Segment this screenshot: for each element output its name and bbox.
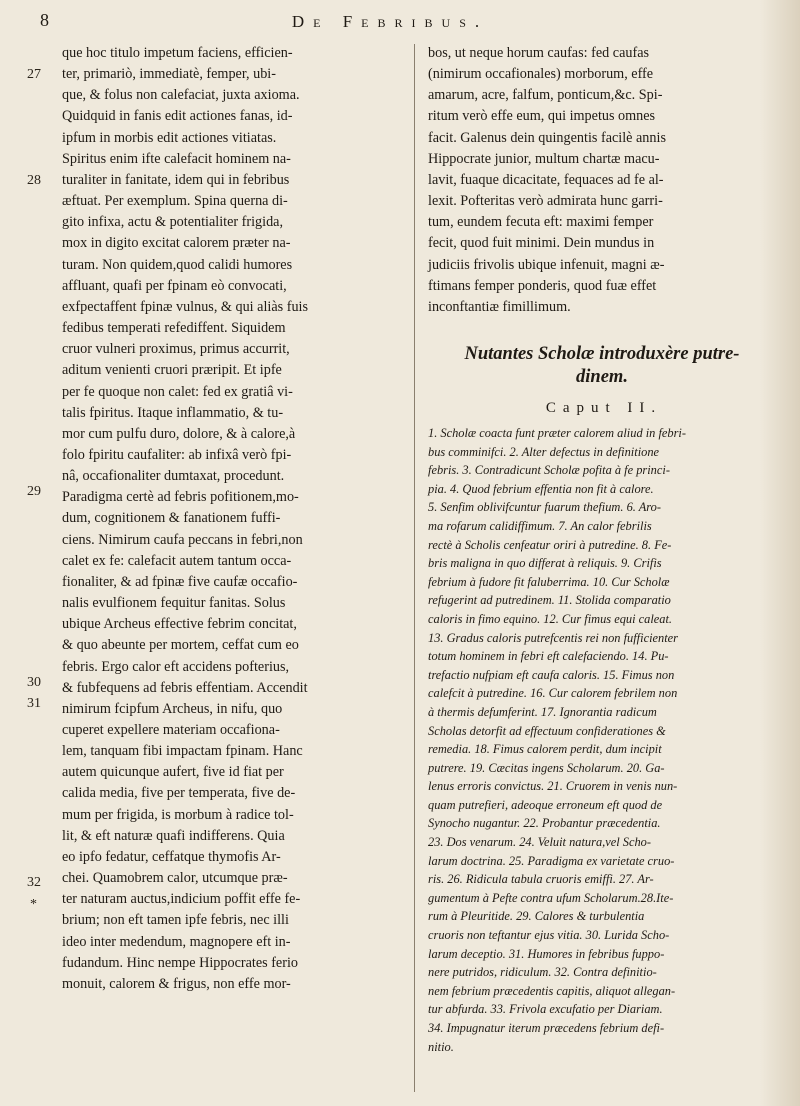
text-line: autem quicunque aufert, five id fiat per bbox=[62, 764, 284, 781]
column-rule bbox=[414, 44, 415, 1092]
chapter-heading-line: dinem. bbox=[576, 367, 628, 387]
text-line: affluant, quafi per fpinam eò convocati, bbox=[62, 277, 287, 294]
text-line: fecit, quod fuit minimi. Dein mundus in bbox=[428, 235, 655, 252]
text-line: dum, cognitionem & fanationem fuffi- bbox=[62, 510, 281, 527]
summary-line: à thermis defumferint. 17. Ignorantia radicum bbox=[428, 704, 657, 719]
running-title: De Febribus. bbox=[291, 12, 489, 31]
text-line: fudandum. Hinc nempe Hippocrates ferio bbox=[62, 954, 298, 971]
page-edge-shading bbox=[760, 0, 800, 1106]
text-line: Spiritus enim ifte calefacit hominem na- bbox=[62, 150, 291, 167]
right-text-column bbox=[428, 43, 780, 318]
text-line: lavit, fuaque dicacitate, fequaces ad fe al- bbox=[428, 171, 664, 188]
text-line: que hoc titulo impetum faciens, efficien- bbox=[62, 45, 293, 61]
summary-line: totum hominem in febri eft calefaciendo. 14. Pu- bbox=[428, 649, 669, 664]
text-line: cuperet expellere materiam occafiona- bbox=[62, 722, 280, 738]
chapter-heading bbox=[422, 343, 782, 389]
text-line: talis fpiritus. Itaque inflammatio, & tu- bbox=[62, 404, 284, 421]
text-line: amarum, acre, falfum, ponticum,&c. Spi- bbox=[428, 87, 663, 104]
text-line: facit. Galenus dein quingentis facilè annis bbox=[428, 129, 666, 146]
text-line: exfpectaffent fpinæ vulnus, & qui aliàs fuis bbox=[62, 298, 308, 315]
summary-line: ma rofarum calidiffimum. 7. An calor febrilis bbox=[428, 518, 652, 533]
summary-line: calefcit à putredine. 16. Cur calorem febrilem non bbox=[428, 686, 678, 701]
summary-line: febrium à fudore fit faluberrima. 10. Cur Scholæ bbox=[428, 574, 670, 589]
text-line: inconftantiæ fimillimum. bbox=[428, 298, 571, 315]
text-line: ftimans femper ponderis, quod fuæ effet bbox=[428, 277, 657, 294]
summary-line: gumentum à Pefte contra ufum Scholarum.28.Ite- bbox=[428, 890, 674, 905]
summary-line: larum deceptio. 31. Humores in febribus fuppo- bbox=[428, 946, 665, 961]
text-line: calet ex fe: calefacit autem tantum occa- bbox=[62, 552, 292, 569]
summary-line: febris. 3. Contradicunt Scholæ pofita à fe princi- bbox=[428, 463, 670, 478]
text-line: nalis evulfionem fequitur fanitas. Solus bbox=[62, 595, 286, 612]
summary-line: nere putridos, ridiculum. 32. Contra definitio- bbox=[428, 965, 657, 980]
text-line: lexit. Pofteritas verò admirata hunc garri- bbox=[428, 193, 663, 210]
text-line: eo ipfo fedatur, ceffatque thymofis Ar- bbox=[62, 848, 281, 865]
summary-line: cruoris non teftantur ejus vitia. 30. Lurida Scho- bbox=[428, 928, 670, 943]
text-line: aditum venienti cruori præripit. Et ipfe bbox=[62, 362, 282, 379]
margin-number: 29 bbox=[27, 484, 41, 499]
text-line: mor cum pulfu duro, dolore, & à calore,à bbox=[62, 425, 296, 442]
text-line: bos, ut neque horum caufas: fed caufas bbox=[428, 45, 650, 61]
text-line: gito infixa, actu & potentialiter frigida, bbox=[62, 214, 284, 231]
summary-line: 23. Dos venarum. 24. Veluit natura,vel Scho- bbox=[428, 835, 651, 850]
summary-line: Synocho nugantur. 22. Probantur præcedentia. bbox=[428, 816, 661, 831]
text-line: (nimirum occafionales) morborum, effe bbox=[428, 66, 654, 83]
text-line: Paradigma certè ad febris pofitionem,mo- bbox=[62, 489, 299, 506]
text-line: febris. Ergo calor eft accidens pofterius, bbox=[62, 658, 290, 675]
summary-line: pia. 4. Quod febrium effentia non fit à calore. bbox=[428, 481, 654, 496]
text-line: ciens. Nimirum caufa peccans in febri,non bbox=[62, 531, 303, 548]
chapter-number: Caput II. bbox=[545, 400, 663, 416]
text-line: & fubfequens ad febris effentiam. Accendit bbox=[62, 679, 308, 696]
page-number: 8 bbox=[40, 10, 49, 30]
summary-line: refugerint ad putredinem. 11. Stolida comparatio bbox=[428, 593, 671, 608]
summary-line: nitio. bbox=[428, 1039, 454, 1054]
summary-line: caloris in fimo equino. 12. Cur fimus equi caleat. bbox=[428, 611, 673, 626]
text-line: mox in digito excitat calorem præter na- bbox=[62, 235, 291, 252]
summary-line: bus comminifci. 2. Alter defectus in definitione bbox=[428, 444, 660, 459]
text-line: & quo abeunte per mortem, ceffat cum eo bbox=[62, 637, 299, 654]
text-line: æftuat. Per exemplum. Spina querna di- bbox=[62, 193, 288, 210]
text-line: brium; non eft tamen ipfe febris, nec illi bbox=[62, 912, 289, 929]
chapter-summary bbox=[428, 424, 780, 1056]
text-line: mum per frigida, is morbum à radice tol- bbox=[62, 806, 294, 823]
text-line: tum, eundem fecuta eft: maximi femper bbox=[428, 214, 654, 231]
text-line: fedibus temperati refediffent. Siquidem bbox=[62, 320, 286, 337]
text-line: ter naturam auctus,indicium poffit effe fe- bbox=[62, 891, 301, 908]
chapter-heading-line: Nutantes Scholæ introduxère putre- bbox=[464, 344, 740, 364]
text-line: que, & folus non calefaciat, juxta axioma. bbox=[62, 87, 300, 104]
text-line: nimirum fcipfum Archeus, in nifu, quo bbox=[62, 700, 283, 717]
summary-line: lenus erroris convictus. 21. Cruorem in venis nun- bbox=[428, 779, 678, 794]
running-header bbox=[40, 10, 740, 36]
summary-line: rectè à Scholis cenfeatur oriri à putredine. 8. Fe- bbox=[428, 537, 672, 552]
text-line: per fe quoque non calet: fed ex gratiâ vi- bbox=[62, 383, 293, 400]
left-text-column bbox=[62, 43, 397, 995]
margin-number: 30 bbox=[27, 675, 41, 690]
margin-asterisk: * bbox=[30, 897, 37, 912]
summary-line: tur abfurda. 33. Frivola excufatio per Diariam. bbox=[428, 1002, 663, 1017]
text-line: turam. Non quidem,quod calidi humores bbox=[62, 256, 293, 273]
text-line: judiciis frivolis ubique infenuit, magni æ- bbox=[428, 256, 665, 273]
summary-line: trefactio nufpiam eft caufa caloris. 15. Fimus non bbox=[428, 667, 675, 682]
text-line: Quidquid in fanis edit actiones fanas, id- bbox=[62, 108, 293, 125]
summary-line: Scholas detorfit ad effectuum confiderationes & bbox=[428, 723, 666, 738]
text-line: turaliter in fanitate, idem qui in febribus bbox=[62, 171, 290, 188]
summary-line: 1. Scholæ coacta funt præter calorem aliud in febri- bbox=[428, 426, 686, 440]
text-line: fionaliter, & ad fpinæ five caufæ occafio- bbox=[62, 573, 298, 590]
text-line: monuit, calorem & frigus, non effe mor- bbox=[62, 975, 291, 992]
text-line: ritum verò effe eum, qui impetus omnes bbox=[428, 108, 656, 125]
text-line: lem, tanquam fibi impactam fpinam. Hanc bbox=[62, 743, 303, 760]
text-line: nâ, occafionaliter dumtaxat, procedunt. bbox=[62, 468, 285, 485]
margin-number: 31 bbox=[27, 696, 41, 711]
text-line: cruor vulneri proximus, primus accurrit, bbox=[62, 341, 290, 358]
summary-line: nem febrium præcedentis capitis, aliquot allegan- bbox=[428, 983, 676, 998]
text-line: chei. Quamobrem calor, utcumque præ- bbox=[62, 870, 288, 887]
text-line: lit, & eft naturæ quafi indifferens. Quia bbox=[62, 827, 285, 844]
text-line: ideo inter medendum, magnopere eft in- bbox=[62, 933, 291, 950]
summary-line: putrere. 19. Cæcitas ingens Scholarum. 20. Ga- bbox=[428, 760, 665, 775]
summary-line: bris maligna in quo differat à reliquis. 9. Crifis bbox=[428, 556, 662, 571]
text-line: ter, primariò, immediatè, femper, ubi- bbox=[62, 66, 276, 83]
summary-line: 34. Impugnatur iterum præcedens febrium defi- bbox=[428, 1021, 665, 1035]
summary-line: larum doctrina. 25. Paradigma ex varietate cruo- bbox=[428, 853, 675, 868]
summary-line: 5. Senfim oblivifcuntur fuarum thefium. 6. Aro- bbox=[428, 500, 661, 515]
text-line: calida media, five per temperata, five de- bbox=[62, 785, 296, 802]
text-line: Hippocrate junior, multum chartæ macu- bbox=[428, 150, 660, 167]
text-line: ipfum in morbis edit actiones vitiatas. bbox=[62, 129, 277, 146]
margin-number: 28 bbox=[27, 173, 41, 188]
text-line: ubique Archeus effective febrim concitat, bbox=[62, 616, 297, 633]
summary-line: ris. 26. Ridicula tabula cruoris emiffi. 27. Ar- bbox=[428, 872, 654, 887]
summary-line: 13. Gradus caloris putrefcentis rei non fufficienter bbox=[428, 630, 678, 645]
summary-line: rum à Pleuritide. 29. Calores & turbulentia bbox=[428, 909, 645, 924]
margin-number: 32 bbox=[27, 875, 41, 890]
margin-number: 27 bbox=[27, 67, 41, 82]
text-line: folo fpiritu caufaliter: ab infixâ verò fpi- bbox=[62, 446, 292, 463]
summary-line: remedia. 18. Fimus calorem perdit, dum incipit bbox=[428, 742, 662, 757]
summary-line: quam putrefieri, adeoque erroneum eft quod de bbox=[428, 797, 663, 812]
